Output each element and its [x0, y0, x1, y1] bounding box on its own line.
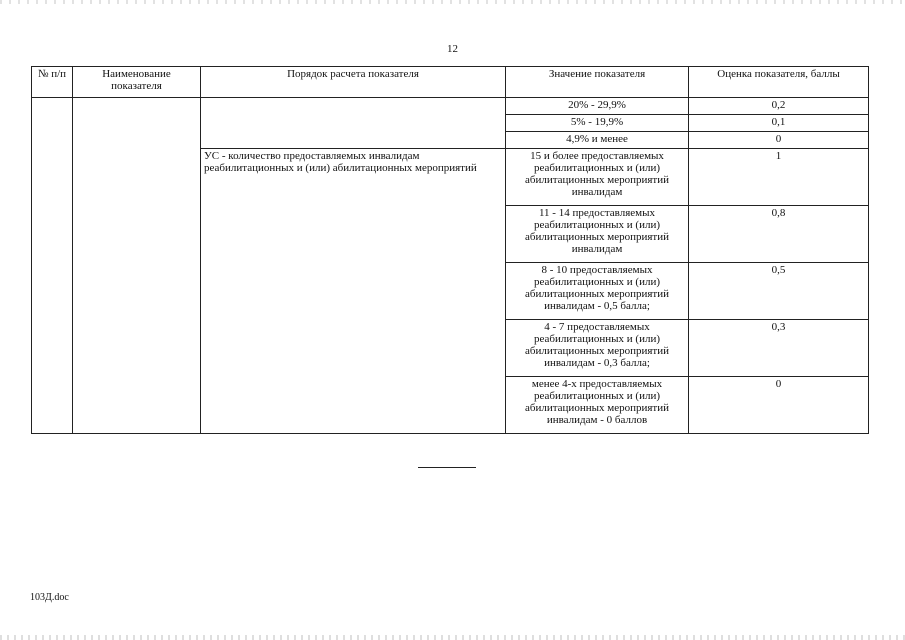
cell-value: 15 и более предоставляемых реабилитационных и (или) абилитационных мероприятий инвалидам	[506, 149, 689, 206]
scan-edge-bottom	[0, 635, 905, 640]
scan-edge-top	[0, 0, 905, 4]
cell-score: 0,5	[689, 263, 869, 320]
table-row	[32, 98, 869, 115]
end-of-document-divider	[418, 467, 476, 468]
cell-value: 8 - 10 предоставляемых реабилитационных и (или) абилитационных мероприятий инвалидам - 0,5 балла;	[506, 263, 689, 320]
cell-value: 20% - 29,9%	[506, 98, 689, 115]
header-indicator-score: Оценка показателя, баллы	[689, 67, 869, 98]
table-header-row	[32, 67, 869, 98]
cell-score: 1	[689, 149, 869, 206]
cell-score: 0	[689, 132, 869, 149]
cell-us-description: УС - количество предоставляемых инвалидам реабилитационных и (или) абилитационных мероприятий	[201, 149, 506, 434]
cell-value: 5% - 19,9%	[506, 115, 689, 132]
indicator-table	[31, 66, 869, 434]
header-indicator-value: Значение показателя	[506, 67, 689, 98]
cell-indicator-name	[73, 98, 201, 434]
page-number: 12	[447, 43, 458, 55]
footer-filename: 103Д.doc	[30, 592, 69, 603]
header-calculation-order: Порядок расчета показателя	[201, 67, 506, 98]
header-number: № п/п	[32, 67, 73, 98]
cell-value: 4,9% и менее	[506, 132, 689, 149]
cell-calculation-prev	[201, 98, 506, 149]
cell-value: менее 4-х предоставляемых реабилитационных и (или) абилитационных мероприятий инвалидам - 0 баллов	[506, 377, 689, 434]
cell-number	[32, 98, 73, 434]
cell-score: 0,2	[689, 98, 869, 115]
cell-score: 0,1	[689, 115, 869, 132]
header-indicator-name: Наименование показателя	[73, 67, 201, 98]
cell-value: 4 - 7 предоставляемых реабилитационных и (или) абилитационных мероприятий инвалидам - 0,3 балла;	[506, 320, 689, 377]
cell-score: 0,8	[689, 206, 869, 263]
cell-score: 0	[689, 377, 869, 434]
cell-score: 0,3	[689, 320, 869, 377]
cell-value: 11 - 14 предоставляемых реабилитационных и (или) абилитационных мероприятий инвалидам	[506, 206, 689, 263]
